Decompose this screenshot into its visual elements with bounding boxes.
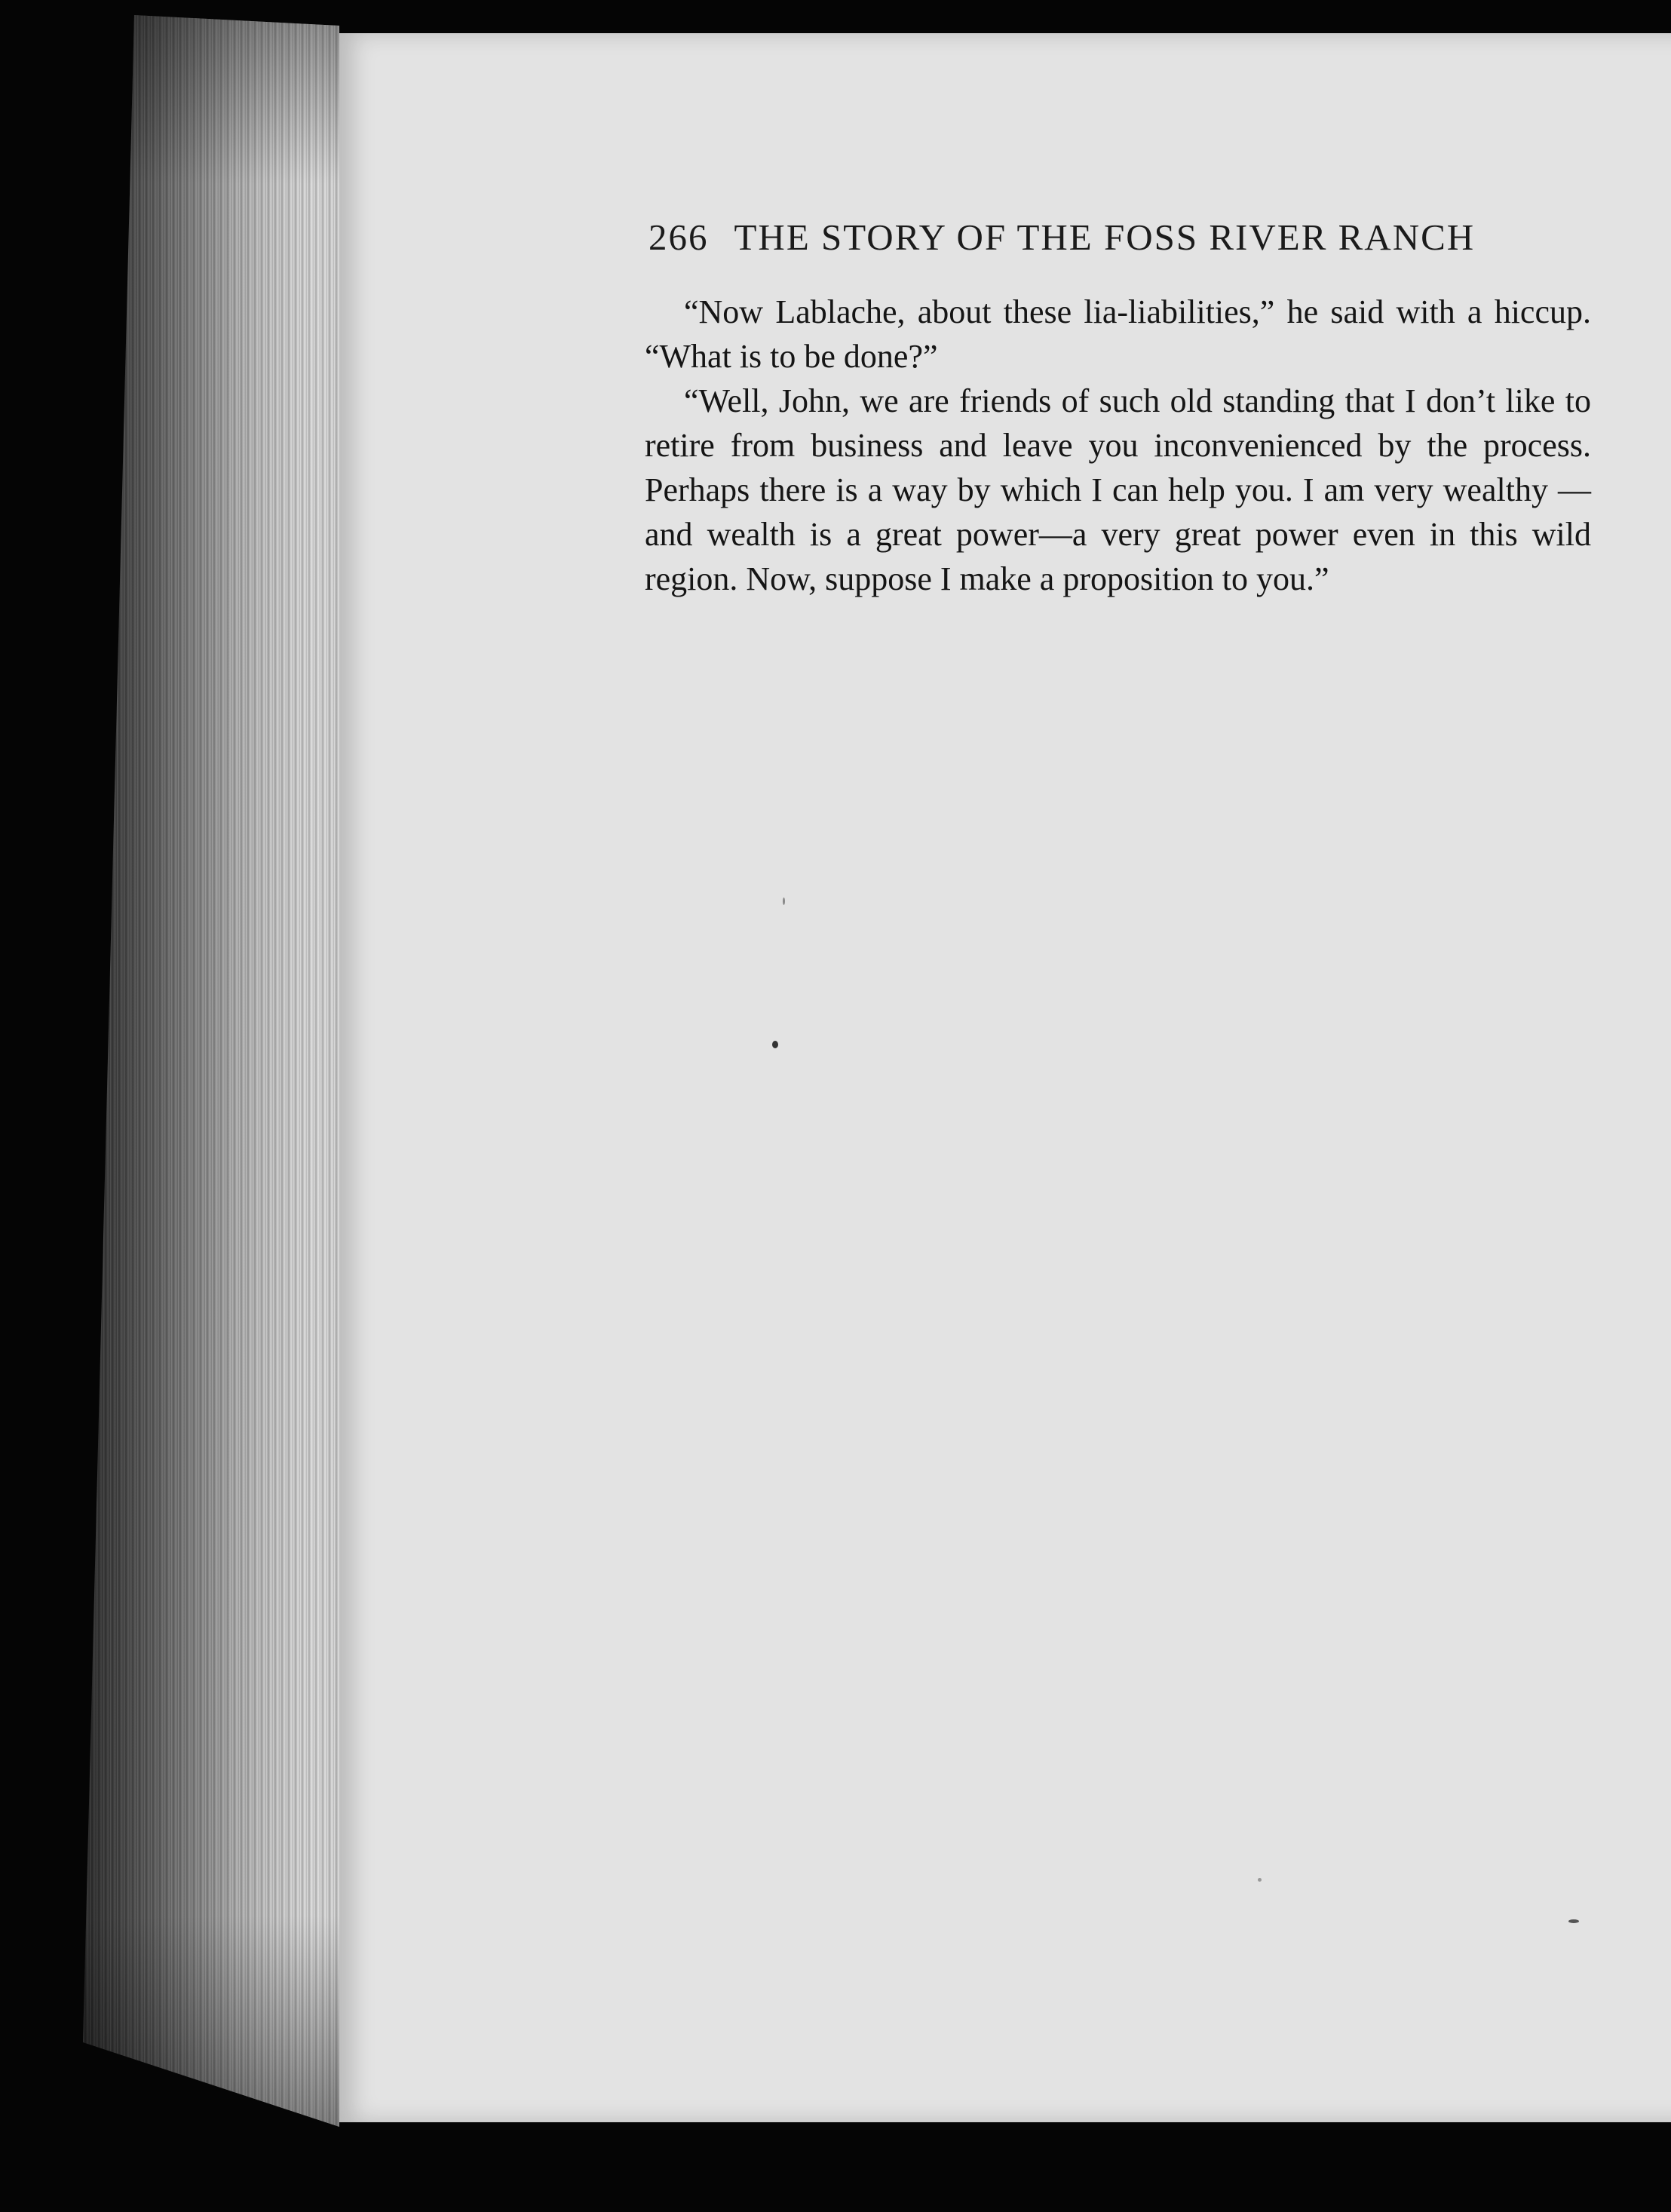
ink-speck [1568, 1919, 1579, 1923]
ink-speck [783, 897, 785, 905]
running-title: THE STORY OF THE FOSS RIVER RANCH [734, 216, 1476, 258]
page-number: 266 [648, 216, 709, 258]
body-text [645, 290, 1591, 601]
paragraph: “Well, John, we are friends of such old standing that I don’t like to retire from business and leave you inconvenienced by the process. Perhaps there is a way by which I can help you. I am very wealthy — and wealth is a great power—a very great power even in this wild region. Now, suppose I make a proposition to you.” [645, 382, 1591, 597]
ink-speck [772, 1041, 778, 1048]
ink-speck [1258, 1878, 1262, 1882]
book-page-edges [83, 15, 339, 2127]
paragraph: “Now Lablache, about these lia-liabilities,” he said with a hiccup. “What is to be done?” [645, 293, 1591, 375]
running-head [648, 216, 1591, 259]
